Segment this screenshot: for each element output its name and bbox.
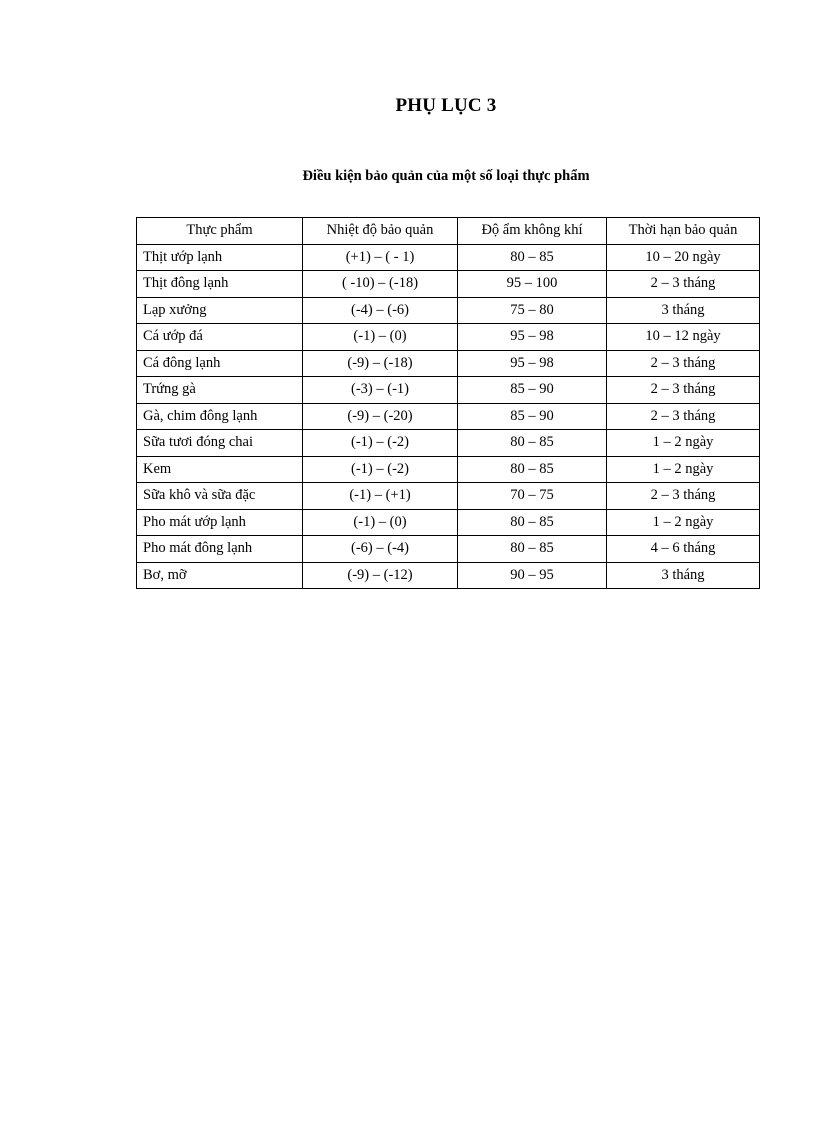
cell-humidity: 95 – 98	[458, 324, 607, 351]
table-row	[137, 562, 760, 589]
cell-food: Thịt ướp lạnh	[137, 244, 303, 271]
header-duration: Thời hạn bảo quản	[607, 218, 760, 245]
cell-duration: 1 – 2 ngày	[607, 456, 760, 483]
cell-humidity: 80 – 85	[458, 536, 607, 563]
storage-conditions-table	[136, 217, 760, 589]
table-row	[137, 430, 760, 457]
page-title: PHỤ LỤC 3	[395, 95, 497, 116]
cell-temperature: (-9) – (-20)	[303, 403, 458, 430]
cell-duration: 2 – 3 tháng	[607, 377, 760, 404]
cell-temperature: ( -10) – (-18)	[303, 271, 458, 298]
table-row	[137, 509, 760, 536]
table-row	[137, 403, 760, 430]
cell-humidity: 80 – 85	[458, 244, 607, 271]
header-humidity: Độ ẩm không khí	[458, 218, 607, 245]
cell-food: Kem	[137, 456, 303, 483]
cell-temperature: (-1) – (0)	[303, 509, 458, 536]
table-row	[137, 377, 760, 404]
cell-food: Lạp xưởng	[137, 297, 303, 324]
header-food: Thực phẩm	[137, 218, 303, 245]
table-caption: Điều kiện bảo quản của một số loại thực phẩm	[302, 168, 590, 184]
cell-food: Bơ, mỡ	[137, 562, 303, 589]
cell-food: Cá đông lạnh	[137, 350, 303, 377]
table-row	[137, 350, 760, 377]
cell-temperature: (-1) – (-2)	[303, 430, 458, 457]
table-row	[137, 536, 760, 563]
cell-humidity: 85 – 90	[458, 403, 607, 430]
cell-duration: 2 – 3 tháng	[607, 483, 760, 510]
cell-humidity: 95 – 98	[458, 350, 607, 377]
table-row	[137, 324, 760, 351]
cell-humidity: 90 – 95	[458, 562, 607, 589]
table-row	[137, 271, 760, 298]
cell-temperature: (-1) – (0)	[303, 324, 458, 351]
cell-temperature: (+1) – ( - 1)	[303, 244, 458, 271]
cell-food: Pho mát ướp lạnh	[137, 509, 303, 536]
cell-food: Trứng gà	[137, 377, 303, 404]
table-row	[137, 297, 760, 324]
cell-temperature: (-1) – (-2)	[303, 456, 458, 483]
cell-humidity: 70 – 75	[458, 483, 607, 510]
cell-humidity: 85 – 90	[458, 377, 607, 404]
cell-food: Sữa khô và sữa đặc	[137, 483, 303, 510]
table-row	[137, 244, 760, 271]
cell-temperature: (-4) – (-6)	[303, 297, 458, 324]
cell-duration: 3 tháng	[607, 297, 760, 324]
cell-food: Thịt đông lạnh	[137, 271, 303, 298]
cell-food: Sữa tươi đóng chai	[137, 430, 303, 457]
cell-duration: 2 – 3 tháng	[607, 350, 760, 377]
table-body	[137, 244, 760, 589]
cell-duration: 1 – 2 ngày	[607, 509, 760, 536]
cell-duration: 2 – 3 tháng	[607, 403, 760, 430]
cell-duration: 10 – 12 ngày	[607, 324, 760, 351]
header-temperature: Nhiệt độ bảo quản	[303, 218, 458, 245]
cell-humidity: 80 – 85	[458, 456, 607, 483]
cell-temperature: (-3) – (-1)	[303, 377, 458, 404]
cell-duration: 2 – 3 tháng	[607, 271, 760, 298]
cell-humidity: 75 – 80	[458, 297, 607, 324]
cell-duration: 10 – 20 ngày	[607, 244, 760, 271]
cell-humidity: 95 – 100	[458, 271, 607, 298]
cell-food: Cá ướp đá	[137, 324, 303, 351]
table-row	[137, 483, 760, 510]
cell-temperature: (-9) – (-12)	[303, 562, 458, 589]
cell-temperature: (-6) – (-4)	[303, 536, 458, 563]
table-header	[137, 218, 760, 245]
cell-duration: 4 – 6 tháng	[607, 536, 760, 563]
cell-humidity: 80 – 85	[458, 509, 607, 536]
cell-temperature: (-9) – (-18)	[303, 350, 458, 377]
cell-food: Pho mát đông lạnh	[137, 536, 303, 563]
cell-duration: 1 – 2 ngày	[607, 430, 760, 457]
cell-duration: 3 tháng	[607, 562, 760, 589]
table-row	[137, 456, 760, 483]
cell-temperature: (-1) – (+1)	[303, 483, 458, 510]
cell-food: Gà, chim đông lạnh	[137, 403, 303, 430]
cell-humidity: 80 – 85	[458, 430, 607, 457]
header-row	[137, 218, 760, 245]
